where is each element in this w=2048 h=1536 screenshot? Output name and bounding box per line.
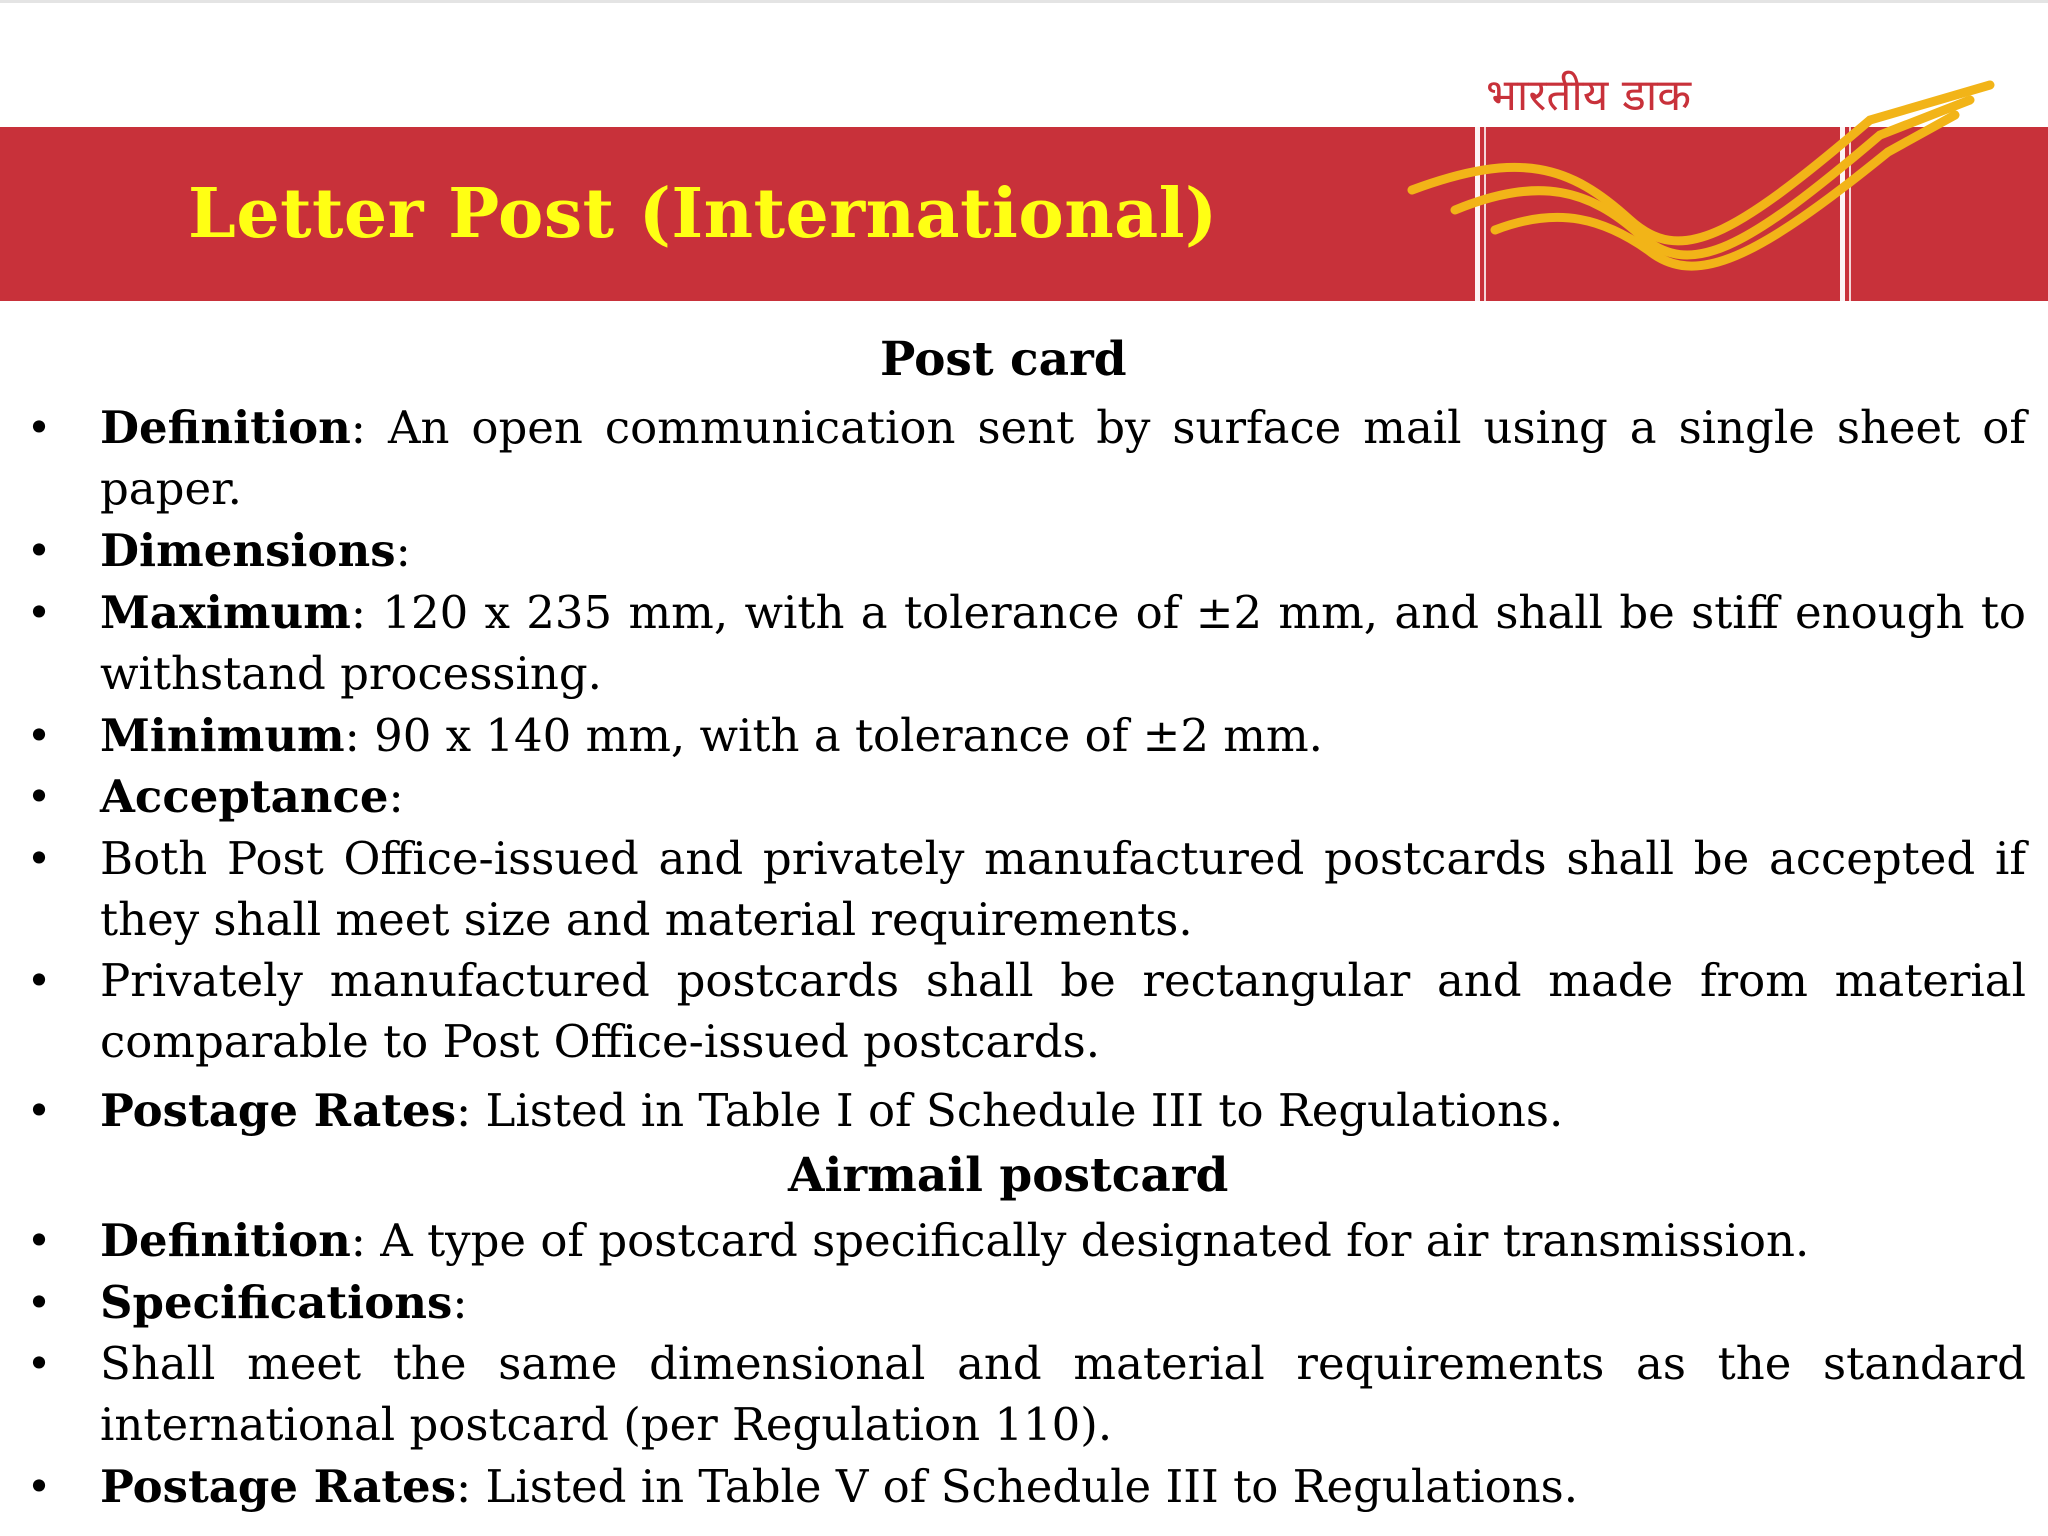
item-text: 90 x 140 mm, with a tolerance of ±2 mm. — [359, 709, 1323, 762]
bullet-icon: • — [26, 711, 52, 760]
item-text: Privately manufactured postcards shall be rectangular and made from material comparable to Post Office-issued postcards. — [100, 954, 2026, 1068]
bullet-icon: • — [26, 834, 52, 883]
bullet-icon: • — [26, 1086, 52, 1135]
bullet-icon: • — [26, 1216, 52, 1265]
bullet-icon: • — [26, 1278, 52, 1327]
item-text: A type of postcard specifically designated for air transmission. — [365, 1214, 1810, 1267]
logo-hindi-text: भारतीय डाक — [1486, 70, 1692, 121]
page-title: Letter Post (International) — [188, 174, 1218, 254]
item-text: Shall meet the same dimensional and material requirements as the standard international postcard (per Regulation 110). — [100, 1337, 2026, 1451]
list-item — [26, 828, 2026, 950]
item-label: Dimensions — [100, 524, 396, 577]
list-item: • Specifications: — [100, 1272, 2026, 1333]
item-text: 120 x 235 mm, with a tolerance of ±2 mm, and shall be stiff enough to withstand processing. — [100, 586, 2026, 700]
bullet-icon: • — [26, 1339, 52, 1388]
bullet-icon: • — [26, 403, 52, 452]
item-label: Specifications — [100, 1276, 453, 1329]
item-label: Acceptance — [100, 770, 389, 823]
item-label: Postage Rates — [100, 1084, 457, 1137]
list-item: • Postage Rates: Listed in Table V of Schedule III to Regulations. — [100, 1456, 2026, 1517]
item-text: An open communication sent by surface mail using a single sheet of paper. — [100, 401, 2026, 515]
item-label: Definition — [100, 401, 351, 454]
item-label: Postage Rates — [100, 1460, 457, 1513]
list-item: • Definition: A type of postcard specifically designated for air transmission. — [100, 1210, 2026, 1271]
item-text: Listed in Table V of Schedule III to Regulations. — [471, 1460, 1579, 1513]
bullet-icon: • — [26, 956, 52, 1005]
item-text: Listed in Table I of Schedule III to Regulations. — [471, 1084, 1564, 1137]
bullet-icon: • — [26, 772, 52, 821]
list-item: • Minimum: 90 x 140 mm, with a tolerance of ±2 mm. — [100, 705, 2026, 766]
list-item: • Postage Rates: Listed in Table I of Schedule III to Regulations. — [100, 1080, 2026, 1141]
item-label: Maximum — [100, 586, 351, 639]
section-heading-airmail-postcard: Airmail postcard — [788, 1148, 1229, 1203]
list-item: • Definition: An open communication sent by surface mail using a single sheet of paper. — [100, 397, 2026, 519]
section-heading-post-card: Post card — [880, 332, 1127, 387]
list-item: • Dimensions: — [100, 520, 2026, 581]
item-text: Both Post Office-issued and privately manufactured postcards shall be accepted if they shall meet size and material requirements. — [100, 832, 2026, 946]
top-divider — [0, 0, 2048, 3]
bullet-icon: • — [26, 526, 52, 575]
list-item: • Maximum: 120 x 235 mm, with a tolerance of ±2 mm, and shall be stiff enough to withstand processing. — [100, 582, 2026, 704]
item-label: Minimum — [100, 709, 345, 762]
list-item — [26, 950, 2026, 1072]
item-label: Definition — [100, 1214, 351, 1267]
list-item: • Acceptance: — [100, 766, 2026, 827]
bullet-icon: • — [26, 1462, 52, 1511]
bullet-icon: • — [26, 588, 52, 637]
list-item — [26, 1333, 2026, 1455]
